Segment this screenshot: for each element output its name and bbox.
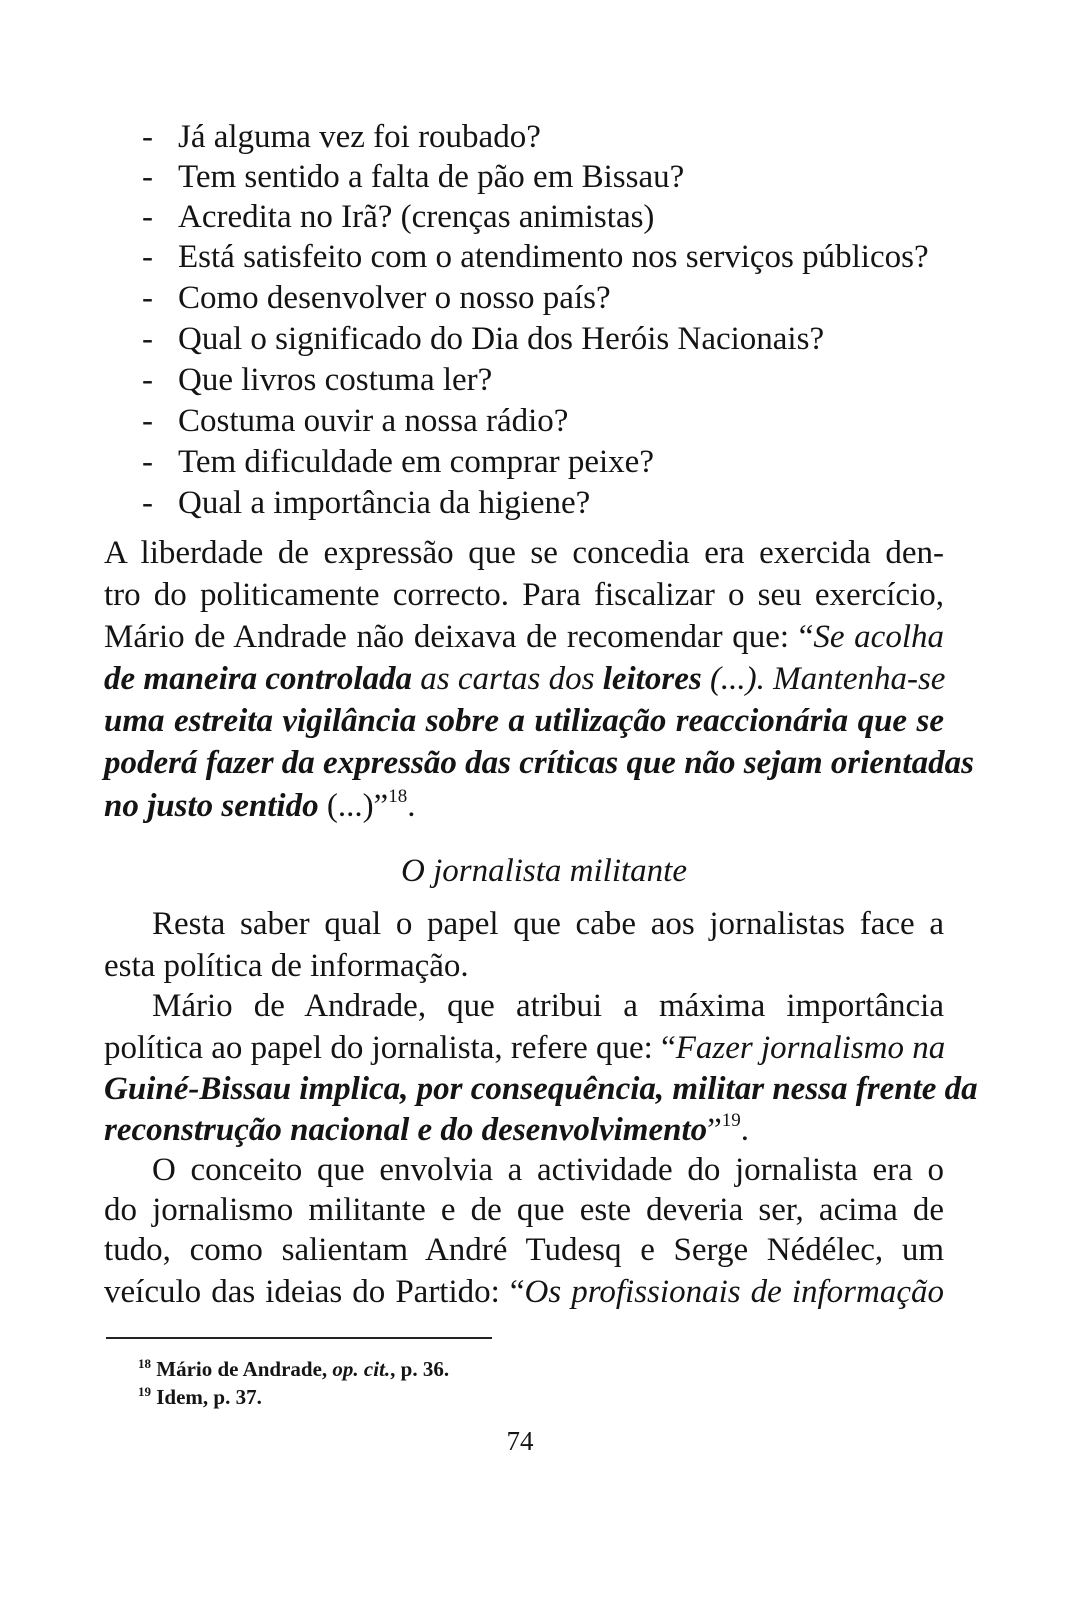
paragraph-line: política ao papel do jornalista, refere que: “Fazer jornalismo na <box>104 1030 946 1066</box>
question-item: - Está satisfeito com o atendimento nos serviços públicos? <box>142 239 929 275</box>
question-item: - Tem dificuldade em comprar peixe? <box>142 444 654 480</box>
paragraph-line: uma estreita vigilância sobre a utilização reaccionária que se <box>104 703 944 739</box>
paragraph-line: veículo das ideias do Partido: “Os profissionais de informação <box>104 1274 944 1310</box>
paragraph-line: no justo sentido (...)”$^{18}$. <box>104 786 416 824</box>
paragraph-line: Resta saber qual o papel que cabe aos jornalistas face a <box>152 906 944 942</box>
paragraph-line: reconstrução nacional e do desenvolvimento”$^{19}$. <box>104 1110 750 1148</box>
paragraph-line: tudo, como salientam André Tudesq e Serge Nédélec, um <box>104 1232 944 1268</box>
page-number: 74 <box>506 1426 534 1456</box>
question-item: - Costuma ouvir a nossa rádio? <box>142 403 569 439</box>
paragraph-line: esta política de informação. <box>104 948 469 984</box>
section-heading: O jornalista militante <box>400 853 687 889</box>
paragraph-line: tro do politicamente correcto. Para fiscalizar o seu exercício, <box>104 577 944 613</box>
footnote: $^{18}$ Mário de Andrade, op. cit., p. 36. <box>138 1356 450 1381</box>
question-item: - Que livros costuma ler? <box>142 362 493 398</box>
question-item: - Tem sentido a falta de pão em Bissau? <box>142 159 685 195</box>
paragraph-line: Guiné-Bissau implica, por consequência, militar nessa frente da <box>104 1071 978 1107</box>
paragraph-line: Mário de Andrade, que atribui a máxima importância <box>152 988 944 1024</box>
paragraph-line: poderá fazer da expressão das críticas que não sejam orientadas <box>104 745 974 781</box>
footnote: $^{19}$ Idem, p. 37. <box>138 1384 262 1409</box>
question-item: - Já alguma vez foi roubado? <box>142 119 541 155</box>
question-item: - Como desenvolver o nosso país? <box>142 280 611 316</box>
paragraph-line: de maneira controlada as cartas dos leitores (...). Mantenha-se <box>104 661 946 697</box>
paragraph-line: Mário de Andrade não deixava de recomendar que: “Se acolha <box>104 619 944 655</box>
paragraph-line: A liberdade de expressão que se concedia era exercida den- <box>104 535 944 571</box>
question-item: - Qual o significado do Dia dos Heróis Nacionais? <box>142 321 825 357</box>
paragraph-line: O conceito que envolvia a actividade do jornalista era o <box>152 1152 944 1188</box>
footnote-divider <box>106 1337 492 1339</box>
question-item: - Acredita no Irã? (crenças animistas) <box>142 199 655 235</box>
question-item: - Qual a importância da higiene? <box>142 485 591 521</box>
paragraph-line: do jornalismo militante e de que este deveria ser, acima de <box>104 1192 944 1228</box>
